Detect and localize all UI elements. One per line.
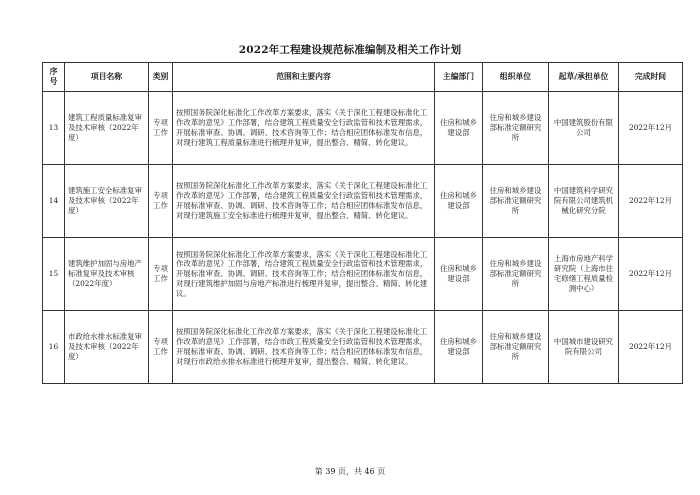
row-org: 住房和城乡建设部标准定额研究所: [483, 238, 549, 311]
row-time: 2022年12月: [619, 92, 683, 165]
row-name: 建筑施工安全标准复审及技术审核（2022年度）: [65, 165, 149, 238]
row-scope: 按照国务院深化标准化工作改革方案要求，落实《关于深化工程建设标准化工作改革的意见》工作部署，结合建筑工程质量安全行政监管和技术管理需求，开展标准审查、协调、调研、技术咨询等工作；结合相应团体标准发布信息，对现行建筑工程质量标准进行梳理并复审，提出整合、精简、转化建议。: [173, 92, 435, 165]
row-undertaker: 中国建筑股份有限公司: [549, 92, 619, 165]
row-name: 市政给水排水标准复审及技术审核（2022年度）: [65, 311, 149, 384]
row-undertaker: 中国建筑科学研究院有限公司建筑机械化研究分院: [549, 165, 619, 238]
header-scope: 范围和主要内容: [173, 63, 435, 92]
row-undertaker: 中国城市建设研究院有限公司: [549, 311, 619, 384]
work-plan-table: [42, 62, 683, 384]
row-scope: 按照国务院深化标准化工作改革方案要求，落实《关于深化工程建设标准化工作改革的意见》工作部署，结合市政工程质量安全行政监管和技术管理需求，开展标准审查、协调、调研、技术咨询等工作；结合相应团体标准发布信息，对现行市政给水排水标准进行梳理并复审，提出整合、精简、转化建议。: [173, 311, 435, 384]
row-seq: 16: [43, 311, 65, 384]
row-seq: 13: [43, 92, 65, 165]
row-time: 2022年12月: [619, 311, 683, 384]
header-type: 类别: [149, 63, 173, 92]
header-name: 项目名称: [65, 63, 149, 92]
table-row: [43, 238, 683, 311]
header-dept: 主编部门: [435, 63, 483, 92]
row-name: 建筑工程质量标准复审及技术审核（2022年度）: [65, 92, 149, 165]
header-time: 完成时间: [619, 63, 683, 92]
row-name: 建筑维护加固与房地产标准复审及技术审核（2022年度）: [65, 238, 149, 311]
row-seq: 14: [43, 165, 65, 238]
row-dept: 住房和城乡建设部: [435, 92, 483, 165]
row-scope: 按照国务院深化标准化工作改革方案要求，落实《关于深化工程建设标准化工作改革的意见》工作部署，结合建筑工程质量安全行政监管和技术管理需求，开展标准审查、协调、调研、技术咨询等工作；结合相应团体标准发布信息，对现行建筑维护加固与房地产标准进行梳理并复审，提出整合、精简、转化建议。: [173, 238, 435, 311]
row-time: 2022年12月: [619, 165, 683, 238]
header-org: 组织单位: [483, 63, 549, 92]
header-seq: 序号: [43, 63, 65, 92]
row-scope: 按照国务院深化标准化工作改革方案要求，落实《关于深化工程建设标准化工作改革的意见》工作部署，结合建筑工程质量安全行政监管和技术管理需求，开展标准审查、协调、调研、技术咨询等工作；结合相应团体标准发布信息，对现行建筑施工安全标准进行梳理并复审，提出整合、精简、转化建议。: [173, 165, 435, 238]
header-undertaker: 起草/承担单位: [549, 63, 619, 92]
row-time: 2022年12月: [619, 238, 683, 311]
row-org: 住房和城乡建设部标准定额研究所: [483, 92, 549, 165]
row-dept: 住房和城乡建设部: [435, 238, 483, 311]
page-title: 2022年工程建设规范标准编制及相关工作计划: [238, 44, 462, 56]
row-org: 住房和城乡建设部标准定额研究所: [483, 165, 549, 238]
row-type: 专项工作: [149, 92, 173, 165]
table-row: [43, 92, 683, 165]
row-type: 专项工作: [149, 238, 173, 311]
table-header-row: [43, 63, 683, 92]
row-dept: 住房和城乡建设部: [435, 311, 483, 384]
row-undertaker: 上海市房地产科学研究院（上海市住宅修缮工程质量检测中心）: [549, 238, 619, 311]
row-dept: 住房和城乡建设部: [435, 165, 483, 238]
table-row: [43, 311, 683, 384]
table-row: [43, 165, 683, 238]
row-type: 专项工作: [149, 311, 173, 384]
page-number: 第 39 页，共 46 页: [314, 467, 386, 476]
row-seq: 15: [43, 238, 65, 311]
row-org: 住房和城乡建设部标准定额研究所: [483, 311, 549, 384]
row-type: 专项工作: [149, 165, 173, 238]
